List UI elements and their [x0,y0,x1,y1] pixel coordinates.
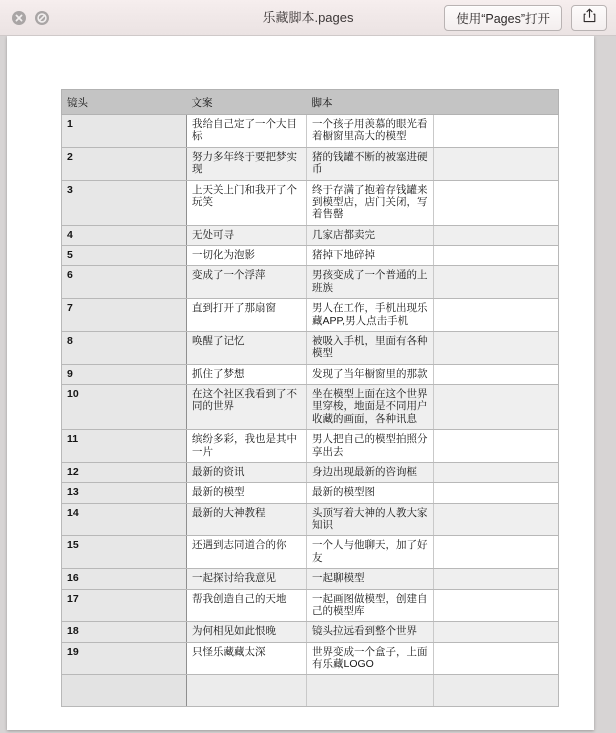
table-row[interactable] [62,246,559,266]
table-row-empty[interactable] [62,675,559,707]
column-header-copy[interactable]: 文案 [187,90,307,115]
cell-copy[interactable]: 唤醒了记忆 [187,331,307,364]
cell-shot-number[interactable]: 9 [62,364,187,384]
cell-script[interactable] [307,675,434,707]
table-row[interactable] [62,266,559,299]
cell-shot-number[interactable]: 17 [62,589,187,622]
document-page [7,36,594,730]
column-header-shot[interactable]: 镜头 [62,90,187,115]
table-row[interactable] [62,225,559,245]
cell-copy[interactable]: 一切化为泡影 [187,246,307,266]
cell-notes[interactable] [434,299,559,332]
cell-copy[interactable]: 直到打开了那扇窗 [187,299,307,332]
cell-notes[interactable] [434,180,559,225]
cell-copy[interactable]: 帮我创造自己的天地 [187,589,307,622]
cell-notes[interactable] [434,364,559,384]
cell-shot-number[interactable]: 8 [62,331,187,364]
cell-notes[interactable] [434,569,559,589]
cell-copy[interactable]: 最新的资讯 [187,462,307,482]
cell-copy[interactable]: 抓住了梦想 [187,364,307,384]
open-with-pages-button[interactable]: 使用“Pages”打开 [444,5,562,31]
cell-script[interactable]: 一起聊模型 [307,569,434,589]
cell-copy[interactable]: 只怪乐藏藏太深 [187,642,307,675]
cell-script[interactable]: 男孩变成了一个普通的上班族 [307,266,434,299]
cell-notes[interactable] [434,503,559,536]
table-row[interactable] [62,483,559,503]
cell-notes[interactable] [434,115,559,148]
cell-script[interactable]: 猪掉下地碎掉 [307,246,434,266]
window-controls [12,11,49,25]
cell-notes[interactable] [434,147,559,180]
cell-shot-number[interactable]: 12 [62,462,187,482]
cell-copy[interactable]: 一起探讨给我意见 [187,569,307,589]
share-button[interactable] [571,5,607,31]
cell-copy[interactable]: 无处可寻 [187,225,307,245]
cell-shot-number[interactable]: 7 [62,299,187,332]
cell-copy[interactable]: 为何相见如此恨晚 [187,622,307,642]
column-header-notes[interactable] [434,90,559,115]
table-row[interactable] [62,569,559,589]
cell-copy[interactable]: 缤纷多彩，我也是其中一片 [187,430,307,463]
table-row[interactable] [62,115,559,148]
window-title: 乐藏脚本.pages [262,10,354,25]
cell-notes[interactable] [434,589,559,622]
cell-script[interactable]: 世界变成一个盒子，上面有乐藏LOGO [307,642,434,675]
cell-copy[interactable]: 我给自己定了一个大目标 [187,115,307,148]
cell-shot-number[interactable]: 16 [62,569,187,589]
cell-notes[interactable] [434,331,559,364]
cell-script[interactable]: 发现了当年橱窗里的那款 [307,364,434,384]
cell-script[interactable]: 镜头拉远看到整个世界 [307,622,434,642]
cell-shot-number[interactable]: 2 [62,147,187,180]
cell-shot-number[interactable]: 19 [62,642,187,675]
cell-shot-number[interactable]: 18 [62,622,187,642]
cell-notes[interactable] [434,462,559,482]
table-row[interactable] [62,180,559,225]
cell-shot-number[interactable] [62,675,187,707]
cell-shot-number[interactable]: 10 [62,385,187,430]
table-header-row [62,90,559,115]
cell-notes[interactable] [434,622,559,642]
table-body [62,115,559,707]
cell-notes[interactable] [434,675,559,707]
cell-script[interactable]: 几家店都卖完 [307,225,434,245]
table-row[interactable] [62,622,559,642]
cell-notes[interactable] [434,385,559,430]
table-row[interactable] [62,642,559,675]
cell-copy[interactable]: 最新的模型 [187,483,307,503]
table-row[interactable] [62,503,559,536]
cell-script[interactable]: 头顶写着大神的人教大家知识 [307,503,434,536]
column-header-script[interactable]: 脚本 [307,90,434,115]
table-row[interactable] [62,589,559,622]
cell-script[interactable]: 身边出现最新的咨询框 [307,462,434,482]
cell-copy[interactable]: 努力多年终于要把梦实现 [187,147,307,180]
cell-shot-number[interactable]: 3 [62,180,187,225]
close-icon[interactable] [12,11,26,25]
cell-notes[interactable] [434,246,559,266]
cell-shot-number[interactable]: 6 [62,266,187,299]
share-icon [583,8,596,28]
cell-script[interactable]: 一起画图做模型，创建自己的模型库 [307,589,434,622]
cell-shot-number[interactable]: 5 [62,246,187,266]
cell-script[interactable]: 被吸入手机，里面有各种模型 [307,331,434,364]
cell-notes[interactable] [434,225,559,245]
cell-notes[interactable] [434,483,559,503]
cell-shot-number[interactable]: 13 [62,483,187,503]
cell-script[interactable]: 男人把自己的模型拍照分享出去 [307,430,434,463]
cell-shot-number[interactable]: 15 [62,536,187,569]
cell-script[interactable]: 一个孩子用羡慕的眼光看着橱窗里高大的模型 [307,115,434,148]
toolbar-actions [444,5,607,31]
cell-copy[interactable]: 最新的大神教程 [187,503,307,536]
cell-script[interactable]: 坐在模型上面在这个世界里穿梭，地面是不同用户收藏的画面，各种讯息 [307,385,434,430]
cell-script[interactable]: 终于存满了抱着存钱罐来到模型店，店门关闭，写着售罄 [307,180,434,225]
cell-script[interactable]: 男人在工作，手机出现乐藏APP,男人点击手机 [307,299,434,332]
table-row[interactable] [62,147,559,180]
no-entry-icon[interactable] [35,11,49,25]
cell-script[interactable]: 最新的模型图 [307,483,434,503]
cell-copy[interactable]: 变成了一个浮萍 [187,266,307,299]
script-table [61,89,559,707]
cell-shot-number[interactable]: 4 [62,225,187,245]
window-toolbar [0,0,616,36]
table-row[interactable] [62,364,559,384]
table-row[interactable] [62,536,559,569]
cell-copy[interactable]: 还遇到志同道合的你 [187,536,307,569]
table-row[interactable] [62,299,559,332]
cell-script[interactable]: 一个人与他聊天，加了好友 [307,536,434,569]
cell-notes[interactable] [434,536,559,569]
cell-copy[interactable] [187,675,307,707]
cell-copy[interactable]: 在这个社区我看到了不同的世界 [187,385,307,430]
cell-notes[interactable] [434,642,559,675]
cell-shot-number[interactable]: 11 [62,430,187,463]
table-row[interactable] [62,430,559,463]
cell-shot-number[interactable]: 1 [62,115,187,148]
table-row[interactable] [62,462,559,482]
cell-shot-number[interactable]: 14 [62,503,187,536]
cell-copy[interactable]: 上天关上门和我开了个玩笑 [187,180,307,225]
table-row[interactable] [62,385,559,430]
cell-notes[interactable] [434,430,559,463]
table-row[interactable] [62,331,559,364]
document-scroll-area[interactable] [0,36,616,733]
cell-script[interactable]: 猪的钱罐不断的被塞进硬币 [307,147,434,180]
cell-notes[interactable] [434,266,559,299]
